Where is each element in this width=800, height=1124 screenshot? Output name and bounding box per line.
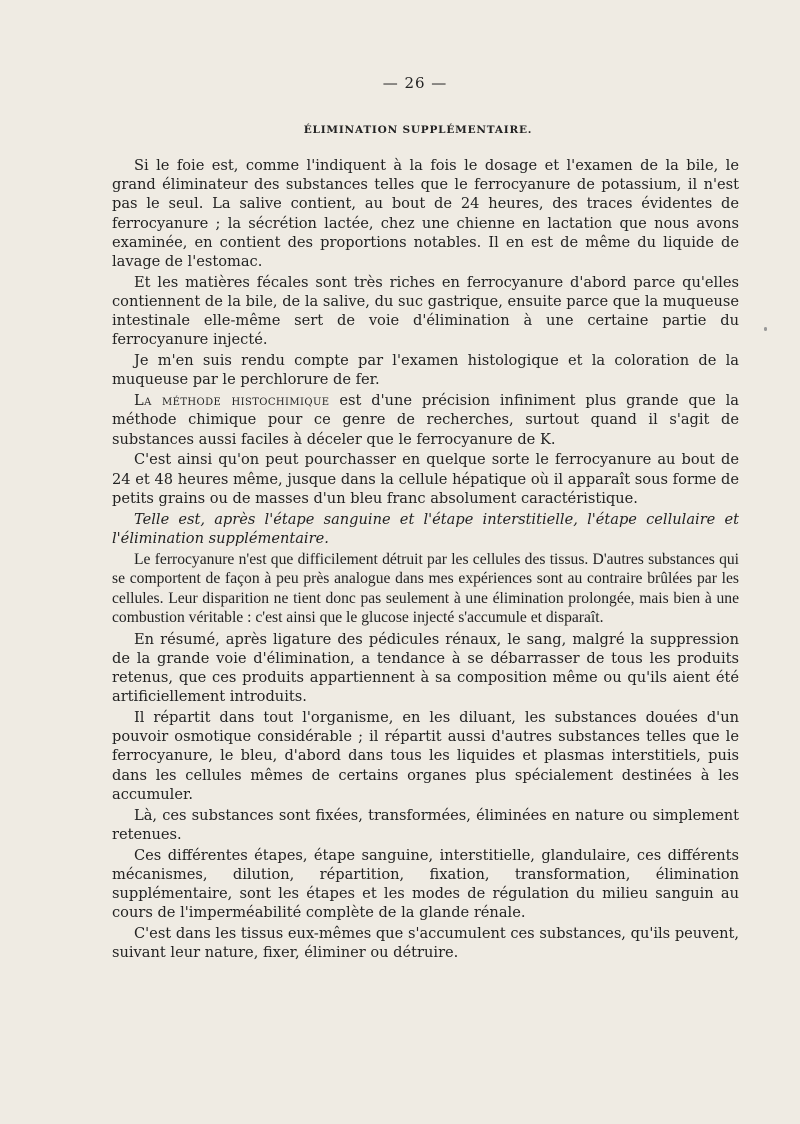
method-lead: La méthode histochimique [134, 392, 330, 410]
paragraph-4: C'est ainsi qu'on peut pourchasser en quelque sorte le ferrocyanure au bout de 24 et 48 heures même, jusque dans la cellule hépatique où il apparaît sous forme de petits grains ou de masses d'un bleu franc absolument caractéristique. [112, 451, 739, 507]
margin-mark [764, 327, 767, 331]
body-text [112, 156, 739, 962]
page-number: — 26 — [382, 74, 448, 92]
paragraph-6: En résumé, après ligature des pédicules rénaux, le sang, malgré la suppression de la grande voie d'élimination, a tendance à se débarrasser de tous les produits retenus, que ces produits appartiennent à sa composition même ou qu'ils aient été artificiellement introduits. [112, 630, 739, 706]
paragraph-method [112, 391, 739, 449]
paragraph-2: Et les matières fécales sont très riches en ferrocyanure d'abord parce qu'elles contiennent de la bile, de la salive, du suc gastrique, ensuite parce que la muqueuse intestinale elle-même sert de voie d'élimination à une certaine partie du ferrocyanure injecté. [112, 273, 739, 349]
paragraph-1: Si le foie est, comme l'indiquent à la fois le dosage et l'examen de la bile, le grand éliminateur des substances telles que le ferrocyanure de potassium, il n'est pas le seul. La salive contient, au bout de 24 heures, des traces évidentes de ferrocyanure ; la sécrétion lactée, chez une chienne en lactation que nous avons examinée, en contient des proportions notables. Il en est de même du liquide de lavage de l'estomac. [112, 157, 739, 271]
paragraph-3: Je m'en suis rendu compte par l'examen histologique et la coloration de la muqueuse par le perchlorure de fer. [112, 352, 739, 389]
method-rest: est d'une précision infiniment plus grande que la méthode chimique pour ce genre de recherches, surtout quand il s'agit de substances aussi faciles à déceler que le ferrocyanure de K. [112, 392, 739, 448]
paragraph-10: C'est dans les tissus eux-mêmes que s'accumulent ces substances, qu'ils peuvent, suivant leur nature, fixer, éliminer ou détruire. [112, 925, 739, 962]
paragraph-9: Ces différentes étapes, étape sanguine, interstitielle, glandulaire, ces différents mécanismes, dilution, répartition, fixation, transformation, élimination supplémentaire, sont les étapes et les modes de régulation du milieu sanguin au cours de l'imperméabilité complète de la glande rénale. [112, 846, 739, 922]
section-title: ÉLIMINATION SUPPLÉMENTAIRE. [303, 124, 533, 136]
paragraph-7: Il répartit dans tout l'organisme, en les diluant, les substances douées d'un pouvoir osmotique considérable ; il répartit aussi d'autres substances telles que le ferrocyanure, le bleu, d'abord dans tous les liquides et plasmas interstitiels, puis dans les cellules mêmes de certains organes plus spécialement destinées à les accumuler. [112, 709, 739, 803]
paragraph-italic-summary: Telle est, après l'étape sanguine et l'étape interstitielle, l'étape cellulaire et l'élimination supplémentaire. [112, 510, 739, 547]
paragraph-8: Là, ces substances sont fixées, transformées, éliminées en nature ou simplement retenues. [112, 806, 739, 843]
paragraph-5: Le ferrocyanure n'est que difficilement détruit par les cellules des tissus. D'autres substances qui se comportent de façon à peu près analogue dans mes expériences sont au contraire brûlées par les cellules. Leur disparition ne tient donc pas seulement à une élimination prolongée, mais bien à une combustion véritable : c'est ainsi que le glucose injecté s'accumule et disparaît. [112, 550, 739, 627]
